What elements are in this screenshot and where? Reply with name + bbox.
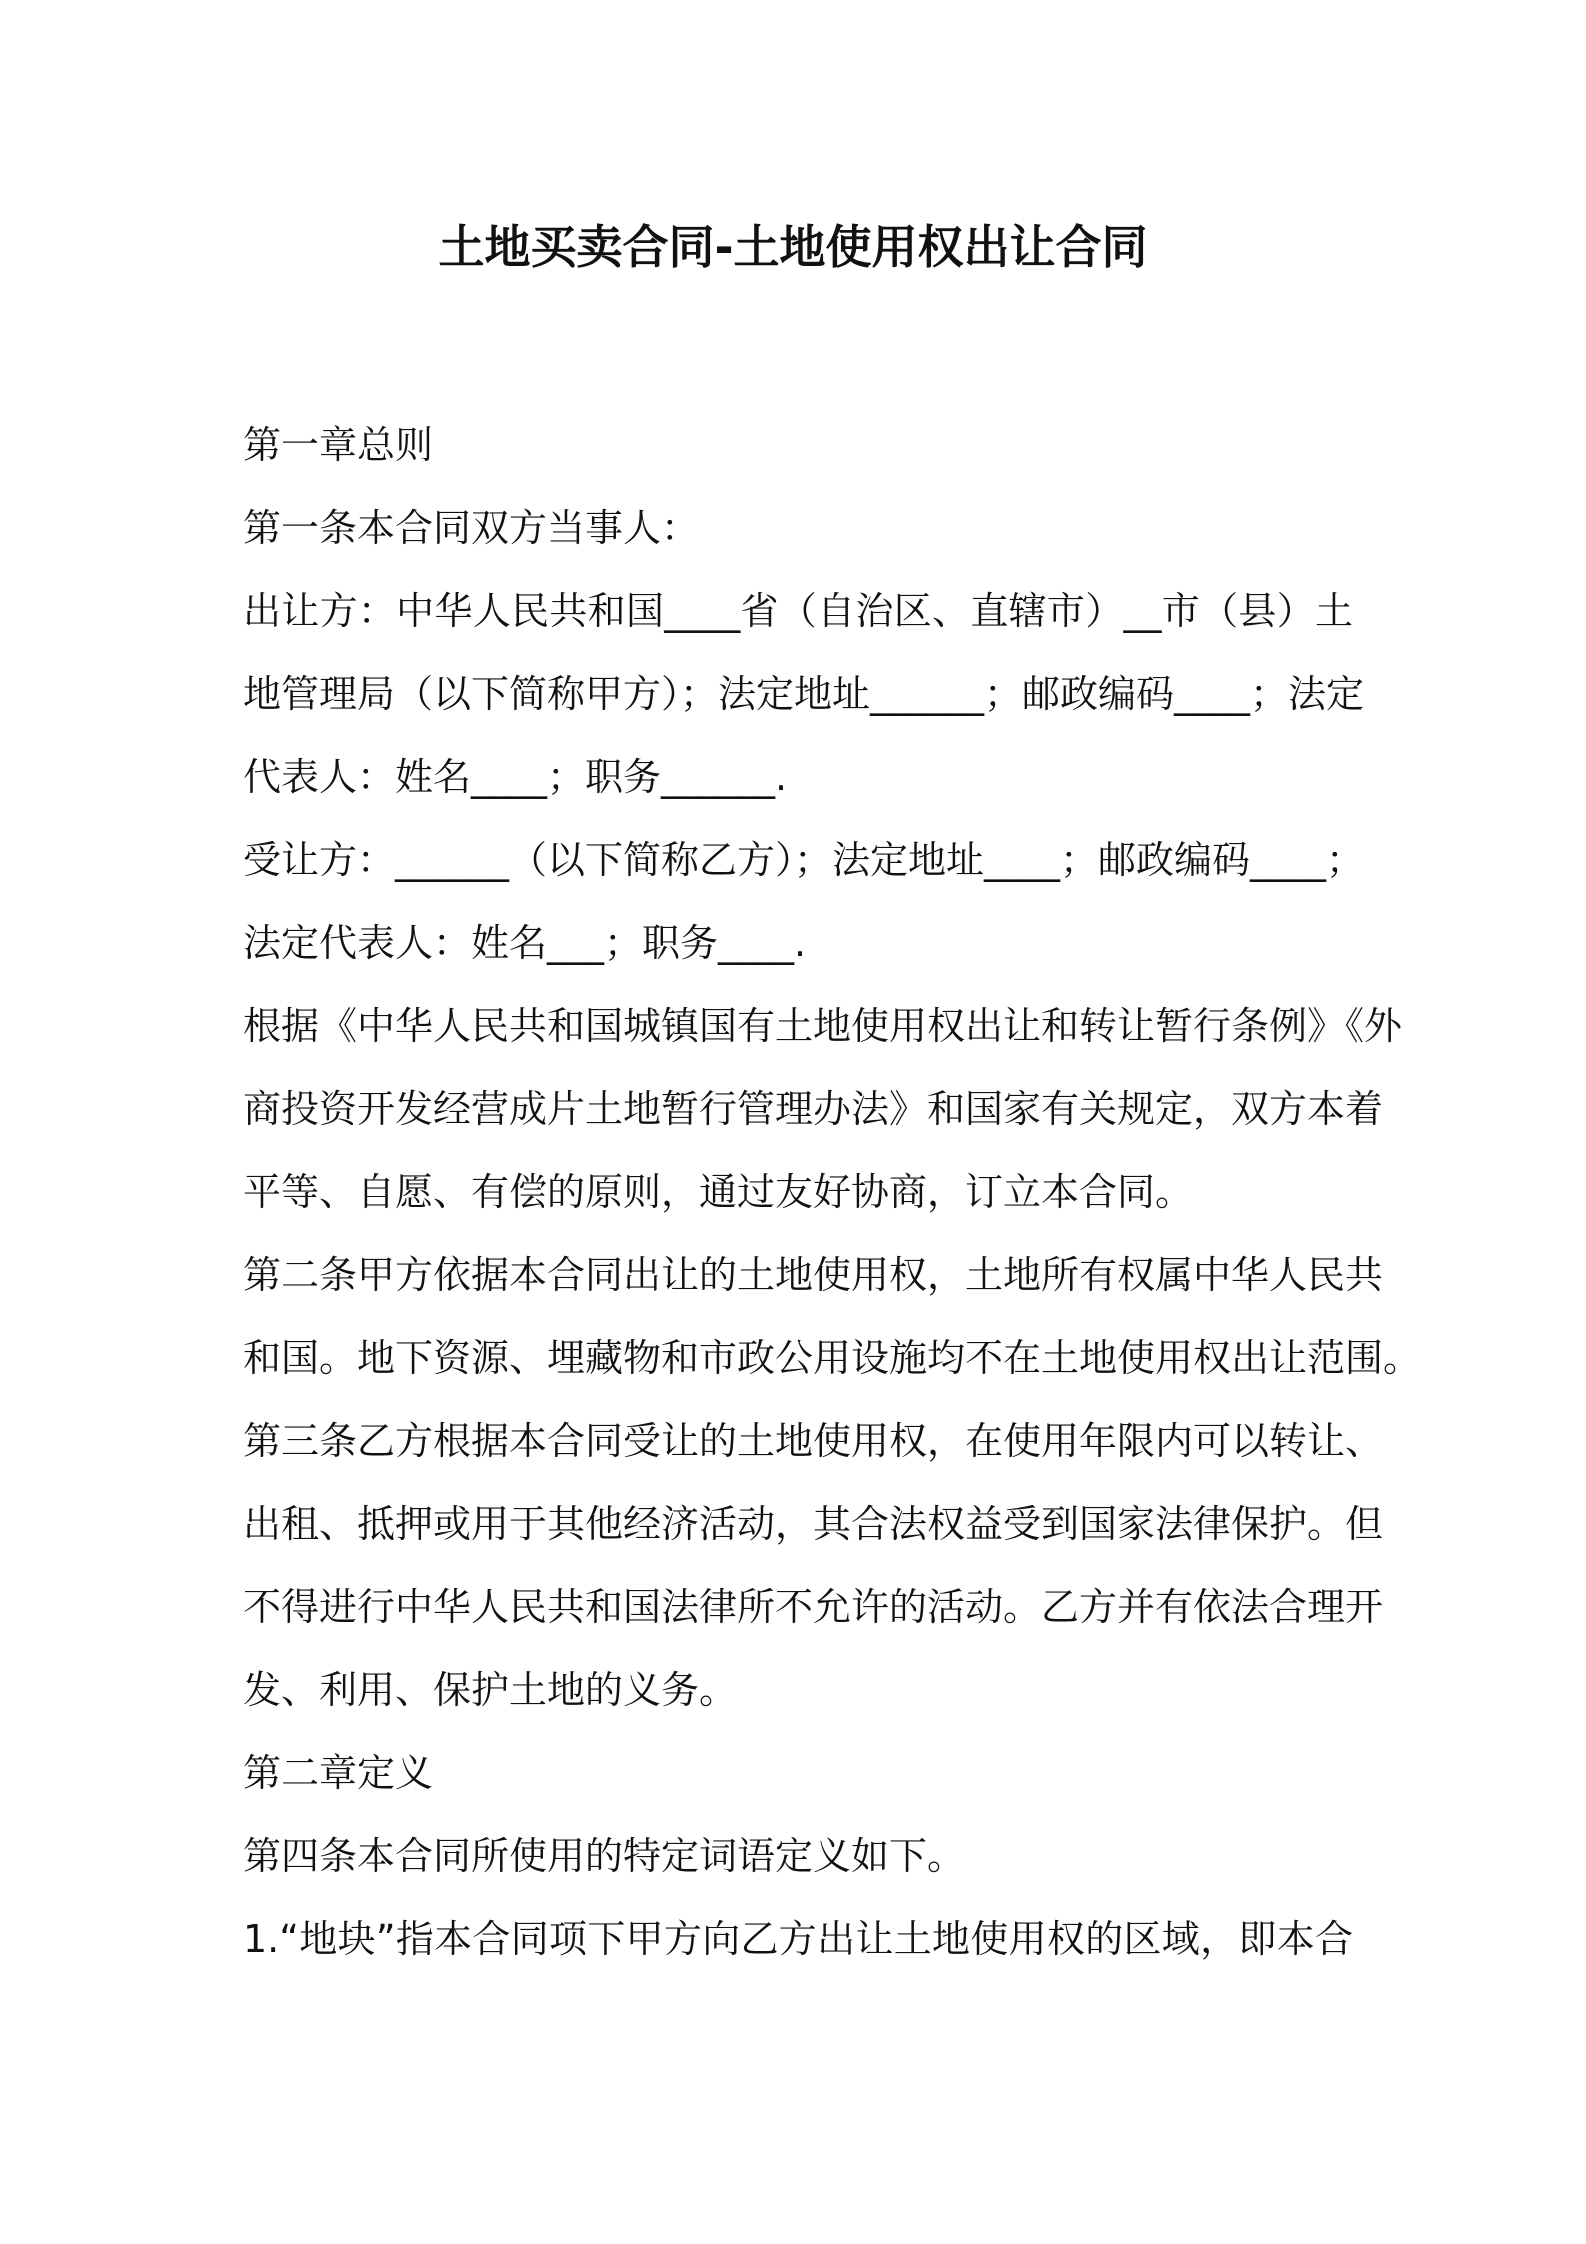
paragraph-line: 和国。地下资源、埋藏物和市政公用设施均不在土地使用权出让范围。 [243, 1336, 1422, 1380]
article-heading: 第一条本合同双方当事人： [243, 506, 700, 550]
document-body [243, 404, 1422, 1981]
document-title: 土地买卖合同-土地使用权出让合同 [438, 220, 1148, 274]
paragraph-line: 出租、抵押或用于其他经济活动，其合法权益受到国家法律保护。但 [243, 1502, 1384, 1546]
paragraph-line: 不得进行中华人民共和国法律所不允许的活动。乙方并有依法合理开 [243, 1585, 1384, 1629]
paragraph-line: 第三条乙方根据本合同受让的土地使用权，在使用年限内可以转让、 [243, 1419, 1384, 1463]
paragraph-line: 受让方：______（以下简称乙方）；法定地址____；邮政编码____； [243, 838, 1365, 882]
article-heading: 第四条本合同所使用的特定词语定义如下。 [243, 1834, 966, 1878]
paragraph-line: 商投资开发经营成片土地暂行管理办法》和国家有关规定，双方本着 [243, 1087, 1384, 1131]
paragraph-line: 出让方：中华人民共和国____省（自治区、直辖市）__市（县）土 [243, 589, 1353, 633]
paragraph-line: 法定代表人：姓名___；职务____. [243, 921, 807, 965]
paragraph-line: 地管理局（以下简称甲方）；法定地址______；邮政编码____；法定 [243, 672, 1365, 716]
paragraph-line: 代表人：姓名____；职务______. [243, 755, 788, 799]
paragraph-line: 第二条甲方依据本合同出让的土地使用权，土地所有权属中华人民共 [243, 1253, 1384, 1297]
paragraph-line: 发、利用、保护土地的义务。 [243, 1668, 738, 1712]
paragraph-line: 1.“地块”指本合同项下甲方向乙方出让土地使用权的区域，即本合 [243, 1917, 1353, 1961]
chapter-heading: 第一章总则 [243, 423, 434, 467]
paragraph-line: 根据《中华人民共和国城镇国有土地使用权出让和转让暂行条例》《外 [243, 1004, 1403, 1048]
paragraph-line: 平等、自愿、有偿的原则，通过友好协商，订立本合同。 [243, 1170, 1194, 1214]
chapter-heading: 第二章定义 [243, 1751, 434, 1795]
